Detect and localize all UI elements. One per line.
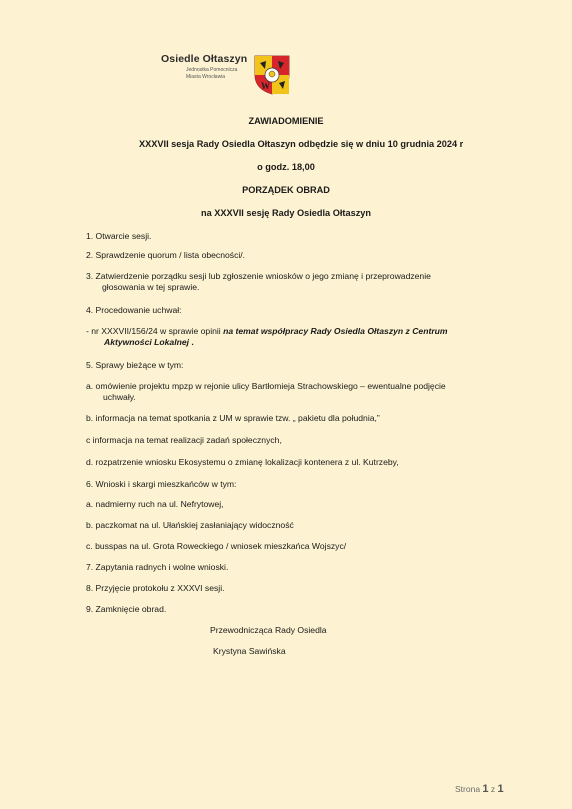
resolution-end: . (189, 337, 194, 347)
agenda-item: 7. Zapytania radnych i wolne wnioski. (86, 562, 229, 572)
resolution-line-continued (104, 337, 194, 347)
logo-title: Osiedle Ołtaszyn (161, 53, 248, 65)
page-label: Strona (455, 784, 483, 794)
agenda-item: 1. Otwarcie sesji. (86, 231, 152, 241)
agenda-subitem: b. paczkomat na ul. Ułańskiej zasłaniający widoczność (86, 520, 294, 530)
logo-subtitle-2: Miasta Wrocławia (186, 73, 226, 80)
resolution-topic: na temat współpracy Rady Osiedla Ołtaszyn z Centrum (223, 326, 448, 336)
session-line: XXXVII sesja Rady Osiedla Ołtaszyn odbędzie się w dniu 10 grudnia 2024 r (139, 139, 464, 149)
agenda-item: 6. Wnioski i skargi mieszkańców w tym: (86, 479, 237, 489)
wroclaw-crest-icon (254, 55, 290, 95)
page-total: 1 (497, 783, 504, 795)
agenda-item: 4. Procedowanie uchwał: (86, 305, 182, 315)
signature-name: Krystyna Sawińska (213, 646, 286, 656)
resolution-line (86, 326, 448, 336)
page-of: z (488, 784, 498, 794)
agenda-item: 5. Sprawy bieżące w tym: (86, 360, 184, 370)
agenda-item: 9. Zamknięcie obrad. (86, 604, 167, 614)
agenda-title: PORZĄDEK OBRAD (242, 185, 330, 195)
time-line: o godz. 18,00 (257, 162, 315, 172)
agenda-subitem: c informacja na temat realizacji zadań społecznych, (86, 435, 282, 445)
resolution-number: - nr XXXVII/156/24 w sprawie opinii (86, 326, 224, 336)
agenda-subitem: b. informacja na temat spotkania z UM w sprawie tzw. „ pakietu dla południa,” (86, 413, 380, 423)
agenda-item-continued: głosowania w tej sprawie. (102, 282, 200, 292)
logo-subtitle-1: Jednostka Pomocnicza (186, 67, 238, 73)
svg-text:W: W (261, 81, 270, 91)
agenda-item: 2. Sprawdzenie quorum / lista obecności/. (86, 250, 246, 260)
agenda-subtitle: na XXXVII sesję Rady Osiedla Ołtaszyn (200, 208, 372, 218)
agenda-subitem: c. busspas na ul. Grota Roweckiego / wniosek mieszkańca Wojszyc/ (86, 541, 347, 551)
agenda-subitem-continued: uchwały. (103, 392, 136, 402)
agenda-item: 8. Przyjęcie protokołu z XXXVI sesji. (86, 583, 225, 593)
resolution-topic-continued: Aktywności Lokalnej (104, 337, 190, 347)
page-number (455, 783, 504, 795)
agenda-item: 3. Zatwierdzenie porządku sesji lub zgłoszenie wniosków o jego zmianę i przeprowadzenie (86, 271, 431, 281)
agenda-subitem: a. nadmierny ruch na ul. Nefrytowej, (86, 499, 224, 509)
signature-role: Przewodnicząca Rady Osiedla (210, 625, 327, 635)
osiedle-logo (161, 53, 247, 80)
agenda-subitem: d. rozpatrzenie wniosku Ekosystemu o zmianę lokalizacji kontenera z ul. Kutrzeby, (86, 457, 399, 467)
document-title: ZAWIADOMIENIE (248, 116, 324, 126)
page-current: 1 (482, 783, 489, 795)
agenda-subitem: a. omówienie projektu mpzp w rejonie ulicy Bartłomieja Strachowskiego – ewentualne podjęcie (86, 381, 446, 391)
